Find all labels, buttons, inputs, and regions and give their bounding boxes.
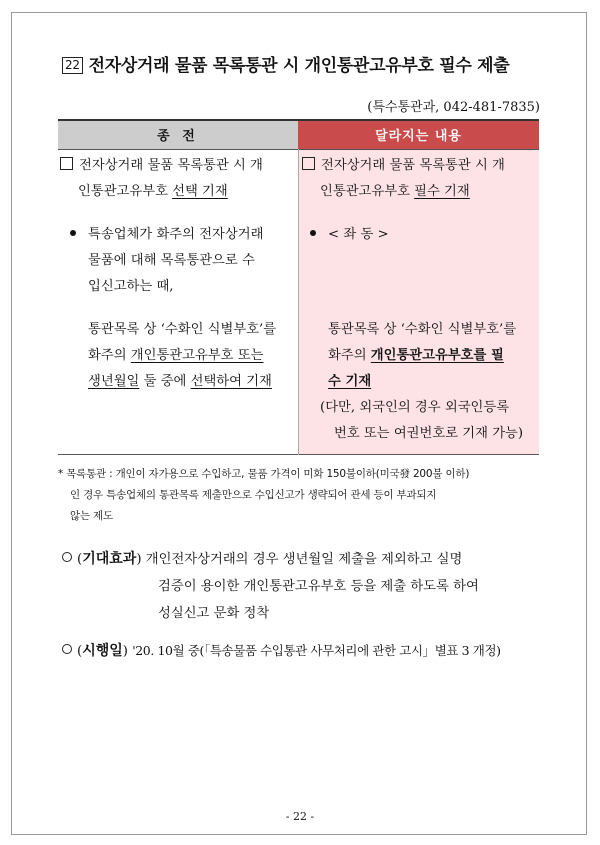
circle-bullet-icon bbox=[62, 644, 72, 654]
after-item-2 bbox=[310, 222, 534, 248]
before-item-3 bbox=[88, 317, 296, 395]
after-item-1 bbox=[302, 153, 536, 205]
after-item-3 bbox=[328, 317, 538, 395]
before-item-1 bbox=[60, 153, 294, 205]
footnote-line-3: 않는 제도 bbox=[70, 510, 113, 522]
expected-effect-line-3: 성실신고 문화 정착 bbox=[158, 606, 270, 621]
before-item-3-emphasis-1: 개인통관고유부호 또는 bbox=[130, 348, 264, 363]
section-title-text: 전자상거래 물품 목록통관 시 개인통관고유부호 필수 제출 bbox=[88, 56, 510, 76]
table-column-divider bbox=[298, 149, 299, 455]
before-item-3-emphasis-3: 선택하여 기재 bbox=[190, 374, 272, 389]
after-item-3-line-2: 화주의 bbox=[328, 348, 371, 363]
expected-effect-label: 기대효과 bbox=[82, 551, 137, 567]
before-item-3-line-1: 통관목록 상 ‘수화인 식별부호’를 bbox=[88, 322, 277, 337]
after-item-1-emphasis: 필수 기재 bbox=[414, 184, 470, 199]
expected-effect-line-1: 개인전자상거래의 경우 생년월일 제출을 제외하고 실명 bbox=[145, 552, 463, 567]
checkbox-square-icon bbox=[60, 157, 73, 170]
after-item-4-line-2: 번호 또는 여권번호로 기재 가능) bbox=[334, 426, 524, 441]
page-number: - 22 - bbox=[285, 810, 315, 823]
expected-effect: (기대효과) 개인전자상거래의 경우 생년월일 제출을 제외하고 실명 검증이 용이한 개인통관고유부호 등을 제출 하도록 하여 성실신고 문화 정착 bbox=[62, 546, 542, 627]
after-item-2-line-1: < 좌 동 > bbox=[328, 227, 389, 242]
bullet-icon bbox=[310, 230, 316, 236]
after-item-4 bbox=[320, 395, 538, 447]
before-item-2-line-2: 물품에 대해 목록통관으로 수 bbox=[88, 253, 255, 268]
comparison-table bbox=[58, 119, 539, 455]
after-item-4-line-1: (다만, 외국인의 경우 외국인등록 bbox=[320, 400, 510, 415]
before-item-3-emphasis-2: 생년월일 bbox=[88, 374, 140, 389]
circle-bullet-icon bbox=[62, 552, 72, 562]
before-item-3-line-3: 둘 중에 bbox=[139, 374, 191, 389]
after-item-3-line-1: 통관목록 상 ‘수화인 식별부호’를 bbox=[328, 322, 517, 337]
before-item-1-line-2: 인통관고유부호 bbox=[78, 184, 173, 199]
after-item-3-emphasis-1: 개인통관고유부호를 필 bbox=[370, 348, 504, 363]
before-item-2 bbox=[70, 222, 294, 300]
effective-date-label: 시행일 bbox=[82, 643, 123, 659]
section-number: 22 bbox=[62, 57, 83, 74]
before-item-2-line-1: 특송업체가 화주의 전자상거래 bbox=[88, 227, 264, 242]
after-item-1-line-2: 인통관고유부호 bbox=[320, 184, 415, 199]
checkbox-square-icon bbox=[302, 157, 315, 170]
after-item-1-line-1: 전자상거래 물품 목록통관 시 개 bbox=[321, 158, 505, 173]
header-after: 달라지는 내용 bbox=[298, 119, 539, 149]
bullet-icon bbox=[70, 230, 76, 236]
after-item-3-emphasis-2: 수 기재 bbox=[328, 374, 372, 389]
section-title bbox=[62, 51, 509, 76]
table-top-border bbox=[58, 119, 539, 121]
header-before: 종 전 bbox=[58, 119, 298, 149]
footnote-line-1: * 목록통관 : 개인이 자가용으로 수입하고, 물품 가격이 미화 150불이하(미국發 200불 이하) bbox=[58, 468, 470, 480]
effective-date: (시행일) '20. 10월 중(「특송물품 수입통관 사무처리에 관한 고시」별표 3 개정) bbox=[62, 637, 542, 665]
expected-effect-line-2: 검증이 용이한 개인통관고유부호 등을 제출 하도록 하여 bbox=[158, 579, 479, 594]
footnote bbox=[58, 464, 544, 527]
before-item-3-line-2: 화주의 bbox=[88, 348, 131, 363]
effective-date-text: '20. 10월 중(「특송물품 수입통관 사무처리에 관한 고시」별표 3 개정) bbox=[132, 643, 501, 658]
before-item-2-line-3: 입신고하는 때, bbox=[88, 279, 174, 294]
before-item-1-emphasis: 선택 기재 bbox=[172, 184, 228, 199]
footnote-line-2: 인 경우 특송업체의 통관목록 제출만으로 수입신고가 생략되어 관세 등이 부과되지 bbox=[70, 489, 437, 501]
contact-info: (특수통관과, 042-481-7835) bbox=[367, 100, 540, 115]
before-item-1-line-1: 전자상거래 물품 목록통관 시 개 bbox=[79, 158, 263, 173]
